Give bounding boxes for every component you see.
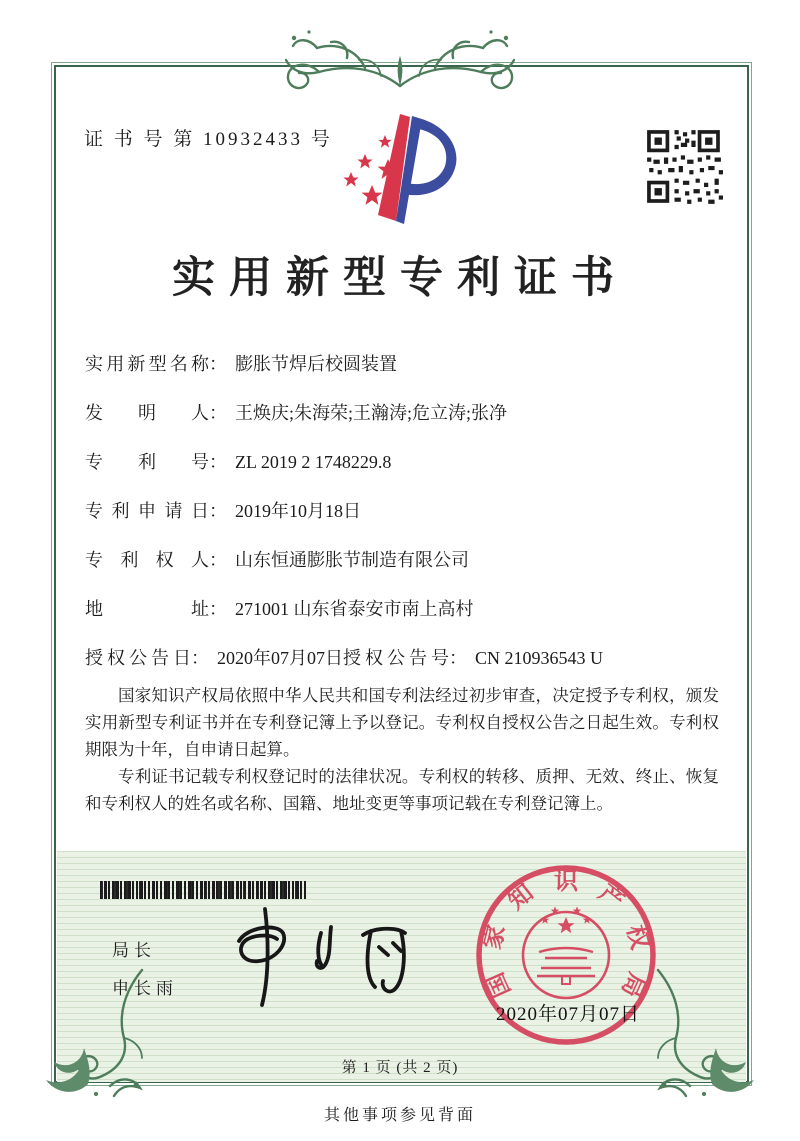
field-row-grant-no bbox=[343, 644, 603, 670]
page-number: 第 1 页 (共 2 页) bbox=[341, 1060, 459, 1076]
field-row-patentee bbox=[85, 546, 469, 572]
field-value: 2020年07月07日 bbox=[217, 648, 343, 668]
field-label: 授权公告号 bbox=[343, 648, 449, 668]
field-value: 膨胀节焊后校圆装置 bbox=[235, 354, 397, 374]
legal-paragraph-2: 专利证书记载专利权登记时的法律状况。专利权的转移、质押、无效、终止、恢复和专利权人的姓名或名称、国籍、地址变更等事项记载在专利登记簿上。 bbox=[85, 767, 719, 813]
field-value: 山东恒通膨胀节制造有限公司 bbox=[235, 550, 469, 570]
field-label: 专利权人 bbox=[85, 550, 209, 570]
field-colon: ： bbox=[209, 501, 227, 521]
field-colon: ： bbox=[209, 550, 227, 570]
field-label: 地址 bbox=[85, 599, 209, 619]
back-side-note: 其他事项参见背面 bbox=[323, 1107, 476, 1124]
field-label: 专利申请日 bbox=[85, 501, 209, 521]
field-value: 271001 山东省泰安市南上高村 bbox=[235, 599, 474, 619]
field-colon: ： bbox=[209, 452, 227, 472]
legal-paragraph-1: 国家知识产权局依照中华人民共和国专利法经过初步审查，决定授予专利权，颁发实用新型专利证书并在专利登记簿上予以登记。专利权自授权公告之日起生效。专利权期限为十年，自申请日起算。 bbox=[85, 686, 719, 759]
commissioner-title: 局长 bbox=[112, 941, 156, 960]
seal-char: 国 bbox=[482, 968, 517, 1001]
seal-national-emblem-icon bbox=[523, 907, 609, 999]
seal-char: 产 bbox=[593, 879, 629, 916]
field-value: 王焕庆;朱海荣;王瀚涛;危立涛;张净 bbox=[235, 403, 508, 423]
field-label: 发明人 bbox=[85, 403, 209, 423]
field-row-inventors bbox=[85, 399, 507, 425]
seal-char: 识 bbox=[554, 869, 578, 895]
cnipa-logo-icon bbox=[338, 104, 463, 232]
certificate-title: 实用新型专利证书 bbox=[172, 255, 628, 302]
field-label: 授权公告日 bbox=[85, 648, 191, 668]
qr-code bbox=[645, 128, 723, 206]
field-colon: ： bbox=[449, 648, 467, 668]
field-label: 专利号 bbox=[85, 452, 209, 472]
field-colon: ： bbox=[191, 648, 209, 668]
field-row-name bbox=[85, 350, 397, 376]
seal-char: 局 bbox=[615, 968, 650, 1001]
seal-char: 知 bbox=[503, 879, 539, 916]
field-row-grant-date bbox=[85, 644, 343, 670]
certificate-number: 证 书 号 第 10932433 号 bbox=[84, 129, 333, 150]
barcode bbox=[100, 881, 306, 899]
seal-date: 2020年07月07日 bbox=[496, 1004, 641, 1025]
bottom-right-flourish-icon bbox=[650, 966, 770, 1101]
seal-char: 家 bbox=[479, 922, 511, 953]
field-colon: ： bbox=[209, 354, 227, 374]
commissioner-name: 申长雨 bbox=[112, 979, 178, 998]
legal-text bbox=[85, 682, 719, 817]
field-colon: ： bbox=[209, 403, 227, 423]
field-label: 实用新型名称 bbox=[85, 354, 209, 374]
field-value: CN 210936543 U bbox=[475, 648, 604, 668]
seal-char: 权 bbox=[621, 922, 653, 953]
field-row-address bbox=[85, 595, 474, 621]
field-value: 2019年10月18日 bbox=[235, 501, 361, 521]
commissioner-signature-icon bbox=[225, 903, 425, 1008]
top-scroll-ornament-icon bbox=[285, 6, 515, 106]
field-row-patent-no bbox=[85, 448, 391, 474]
field-value: ZL 2019 2 1748229.8 bbox=[235, 452, 392, 472]
field-row-filing-date bbox=[85, 497, 361, 523]
field-colon: ： bbox=[209, 599, 227, 619]
